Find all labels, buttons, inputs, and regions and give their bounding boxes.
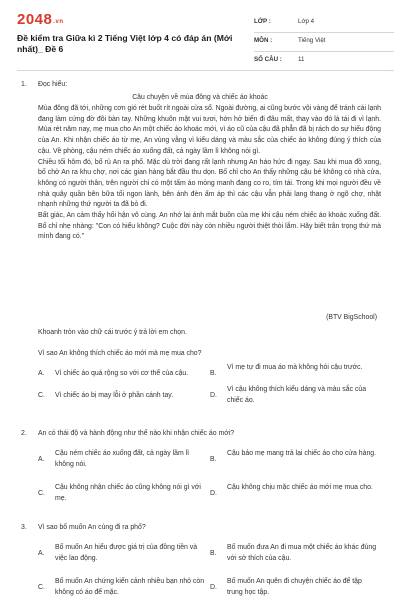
option-label: D. [210, 584, 217, 591]
option-label: B. [210, 550, 217, 557]
question-number: 3. [21, 524, 27, 531]
option-text: Vì chiếc áo quá rộng so với cơ thể của cậu. [55, 370, 189, 377]
meta-panel [254, 14, 394, 71]
story-text [38, 104, 381, 243]
option-label: D. [210, 392, 217, 399]
meta-row-subject [254, 33, 394, 52]
meta-value: Tiếng Việt [298, 37, 326, 44]
meta-label: MÔN : [254, 37, 273, 44]
option-label: A. [38, 370, 45, 377]
meta-value: Lớp 4 [298, 18, 315, 25]
logo-suffix: .vn [53, 19, 64, 25]
question-text: Vì sao An không thích chiếc áo mới mà mẹ mua cho? [38, 350, 202, 357]
meta-label: SỐ CÂU : [254, 56, 282, 63]
document-header [17, 11, 387, 61]
option-text: Cậu bảo mẹ mang trả lại chiếc áo cho cửa hàng. [227, 450, 377, 457]
document-title: Đề kiểm tra Giữa kì 2 Tiếng Việt lớp 4 có đáp án (Mới nhất)_ Đề 6 [17, 33, 233, 54]
story-paragraph: Bất giác, An cảm thấy hối hận vô cùng. An nhớ lại ánh mắt buồn của mẹ khi cậu ném chiếc áo khoác xuống đất. Bố chỉ nhẹ nhàng: "Con có hiểu không? Cuộc đời này còn nhiều người thiệt thòi lắm. Hãy biết trân trọng thứ mà mình đang có." [38, 212, 381, 241]
option-text: Cậu ném chiếc áo xuống đất, cả ngày lầm lì không nói. [55, 450, 190, 468]
meta-row-count [254, 52, 394, 71]
option-label: C. [38, 490, 45, 497]
site-logo[interactable] [17, 11, 64, 28]
option-label: C. [38, 392, 45, 399]
option-text: Vì mẹ tự đi mua áo mà không hỏi cậu trước. [227, 364, 363, 371]
story-title: Câu chuyện về mùa đông và chiếc áo khoác [132, 94, 268, 101]
question-number: 1. [21, 81, 27, 88]
option-text: Vì chiếc áo bị may lỗi ở phần cánh tay. [55, 392, 174, 399]
meta-label: LỚP : [254, 18, 271, 25]
option-text: Cậu không chịu mặc chiếc áo mới mẹ mua cho. [227, 484, 373, 491]
option-label: A. [38, 550, 45, 557]
header-divider [17, 70, 383, 71]
meta-value: 11 [298, 56, 305, 63]
story-paragraph: Chiều tối hôm đó, bố rủ An ra phố. Mặc dù trời đang rất lạnh nhưng An háo hức đi ngay. Sau khi mua đồ xong, bố chở An ra khu chợ, nơi các gian hàng bắt đầu thu dọn. Bố chỉ cho An thấy những cậu bé không có nhà cửa, không có người thân, trên người chỉ có một tấm áo mỏng manh đang co ro, tím tái. Trong khi mọi người đều về nhà quây quần bên bữa tối ngon lành, bên ánh đèn ấm áp thì các cậu vẫn phải lang thang ở ngõ chợ, nhặt nhạnh những thứ người ta đã bỏ đi. [38, 158, 381, 209]
option-text: Bố muốn đưa An đi mua một chiếc áo khác đúng với sở thích của cậu. [227, 544, 377, 562]
option-label: A. [38, 456, 45, 463]
option-text: Bố muốn An chứng kiến cảnh nhiều bạn nhỏ còn không có áo để mặc. [55, 578, 205, 596]
instruction-text: Khoanh tròn vào chữ cái trước ý trả lời em chọn. [38, 329, 187, 336]
story-paragraph: Mùa đông đã tới, những cơn gió rét buốt rít ngoài cửa sổ. Ngoài đường, ai cũng bước vội vàng để tránh cái lạnh đang làm cứng đờ đôi bàn tay. Những khuôn mặt vui tươi, hớn hở biến đi đâu mất, thay vào đó là tái đi vì lạnh. Mùa rét năm nay, mẹ mua cho An một chiếc áo khoác mới, vì áo cũ của cậu đã phẳn đã bị rách do sự hiếu động của An. Khi nhận chiếc áo từ mẹ, An vùng vằng vì kiểu dáng và màu sắc của chiếc áo không đúng ý thích của cậu. Về phòng, cậu ném chiếc áo xuống đất, cả ngày lầm lì không nói gì. [38, 105, 381, 155]
question-number: 2. [21, 430, 27, 437]
option-text: Cậu không nhận chiếc áo cũng không nói gì với mẹ. [55, 484, 201, 502]
option-label: B. [210, 370, 217, 377]
story-source: (BTV BigSchool) [326, 314, 377, 321]
option-label: D. [210, 490, 217, 497]
question-text: An có thái độ và hành động như thế nào khi nhận chiếc áo mới? [38, 430, 235, 437]
reading-heading: Đọc hiểu: [38, 81, 68, 88]
question-text: Vì sao bố muốn An cùng đi ra phố? [38, 524, 146, 531]
option-text: Bố muốn An quên đi chuyện chiếc áo để tập trung học tập. [227, 578, 362, 596]
logo-text: 2048 [17, 11, 53, 28]
option-text: Bố muốn An hiểu được giá trị của đồng tiền và việc lao động. [55, 544, 198, 562]
option-text: Vì cậu không thích kiểu dáng và màu sắc của chiếc áo. [227, 386, 367, 404]
meta-row-class [254, 14, 394, 33]
option-label: C. [38, 584, 45, 591]
option-label: B. [210, 456, 217, 463]
